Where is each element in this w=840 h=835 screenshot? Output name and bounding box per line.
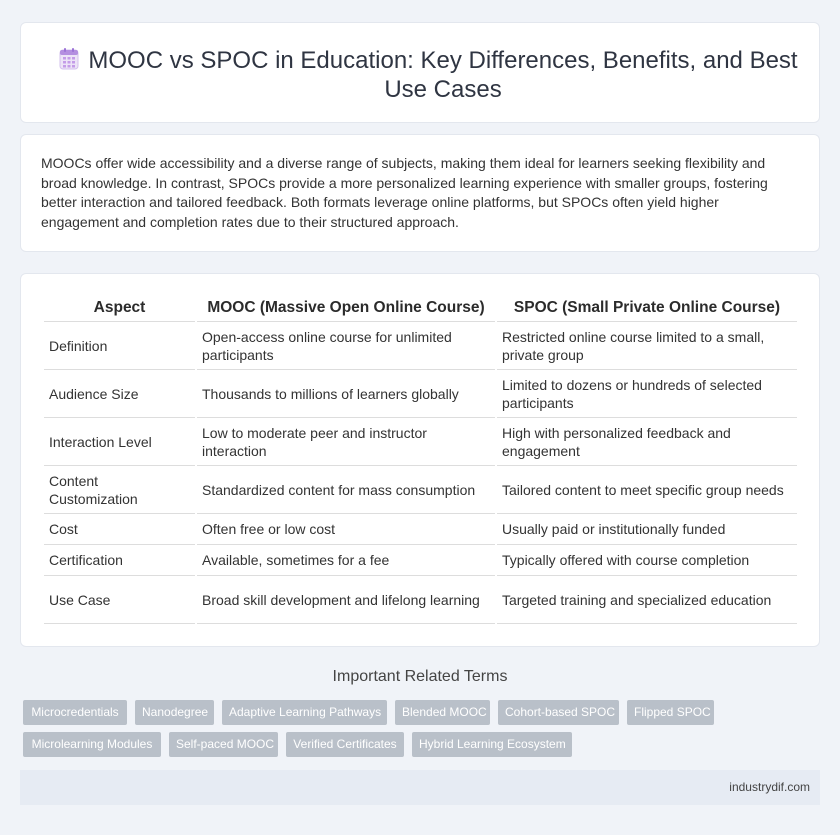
- tag-link[interactable]: Microlearning Modules: [23, 732, 161, 757]
- cell-mooc: Often free or low cost: [197, 514, 495, 545]
- table-row: [44, 514, 797, 545]
- cell-spoc: Typically offered with course completion: [497, 545, 797, 576]
- cell-mooc: Broad skill development and lifelong learning: [197, 576, 495, 624]
- header-aspect: Aspect: [44, 291, 195, 322]
- comparison-table: [42, 291, 799, 624]
- cell-spoc: Restricted online course limited to a small, private group: [497, 322, 797, 370]
- intro-paragraph: MOOCs offer wide accessibility and a diverse range of subjects, making them ideal for learners seeking flexibility and broad knowledge. In contrast, SPOCs provide a more personalized learning experience with smaller groups, fostering better interaction and tailored feedback. Both formats leverage online platforms, but SPOCs often yield higher engagement and completion rates due to their structured approach.: [41, 155, 768, 230]
- table-row: [44, 370, 797, 418]
- cell-aspect: Audience Size: [44, 370, 195, 418]
- cell-aspect: Content Customization: [44, 466, 195, 514]
- tag-link[interactable]: Microcredentials: [23, 700, 127, 725]
- table-row: [44, 418, 797, 466]
- intro-card: [20, 134, 820, 252]
- cell-mooc: Standardized content for mass consumption: [197, 466, 495, 514]
- cell-mooc: Available, sometimes for a fee: [197, 545, 495, 576]
- cell-mooc: Open-access online course for unlimited participants: [197, 322, 495, 370]
- tag-link[interactable]: Flipped SPOC: [627, 700, 714, 725]
- table-row: [44, 322, 797, 370]
- cell-spoc: Tailored content to meet specific group needs: [497, 466, 797, 514]
- cell-aspect: Interaction Level: [44, 418, 195, 466]
- cell-aspect: Definition: [44, 322, 195, 370]
- tag-link[interactable]: Nanodegree: [135, 700, 214, 725]
- table-row: [44, 545, 797, 576]
- tag-link[interactable]: Hybrid Learning Ecosystem: [412, 732, 572, 757]
- comparison-card: [20, 273, 820, 647]
- footer-site-link[interactable]: industrydif.com: [729, 780, 810, 794]
- header-spoc: SPOC (Small Private Online Course): [497, 291, 797, 322]
- cell-aspect: Use Case: [44, 576, 195, 624]
- cell-spoc: Targeted training and specialized education: [497, 576, 797, 624]
- cell-spoc: High with personalized feedback and engagement: [497, 418, 797, 466]
- table-row: [44, 466, 797, 514]
- header-mooc: MOOC (Massive Open Online Course): [197, 291, 495, 322]
- cell-mooc: Low to moderate peer and instructor interaction: [197, 418, 495, 466]
- related-terms-title: Important Related Terms: [332, 668, 508, 685]
- tag-link[interactable]: Blended MOOC: [395, 700, 490, 725]
- tag-link[interactable]: Cohort-based SPOC: [498, 700, 619, 725]
- header-card: [20, 22, 820, 123]
- footer: [20, 770, 820, 805]
- table-row: [44, 576, 797, 624]
- cell-aspect: Cost: [44, 514, 195, 545]
- tag-link[interactable]: Self-paced MOOC: [169, 732, 278, 757]
- cell-mooc: Thousands to millions of learners globally: [197, 370, 495, 418]
- calendar-icon: [59, 47, 79, 71]
- tag-link[interactable]: Verified Certificates: [286, 732, 404, 757]
- cell-aspect: Certification: [44, 545, 195, 576]
- cell-spoc: Usually paid or institutionally funded: [497, 514, 797, 545]
- tag-link[interactable]: Adaptive Learning Pathways: [222, 700, 387, 725]
- cell-spoc: Limited to dozens or hundreds of selected participants: [497, 370, 797, 418]
- table-header-row: [44, 291, 797, 322]
- page-title: MOOC vs SPOC in Education: Key Differences, Benefits, and Best Use Cases: [88, 47, 798, 103]
